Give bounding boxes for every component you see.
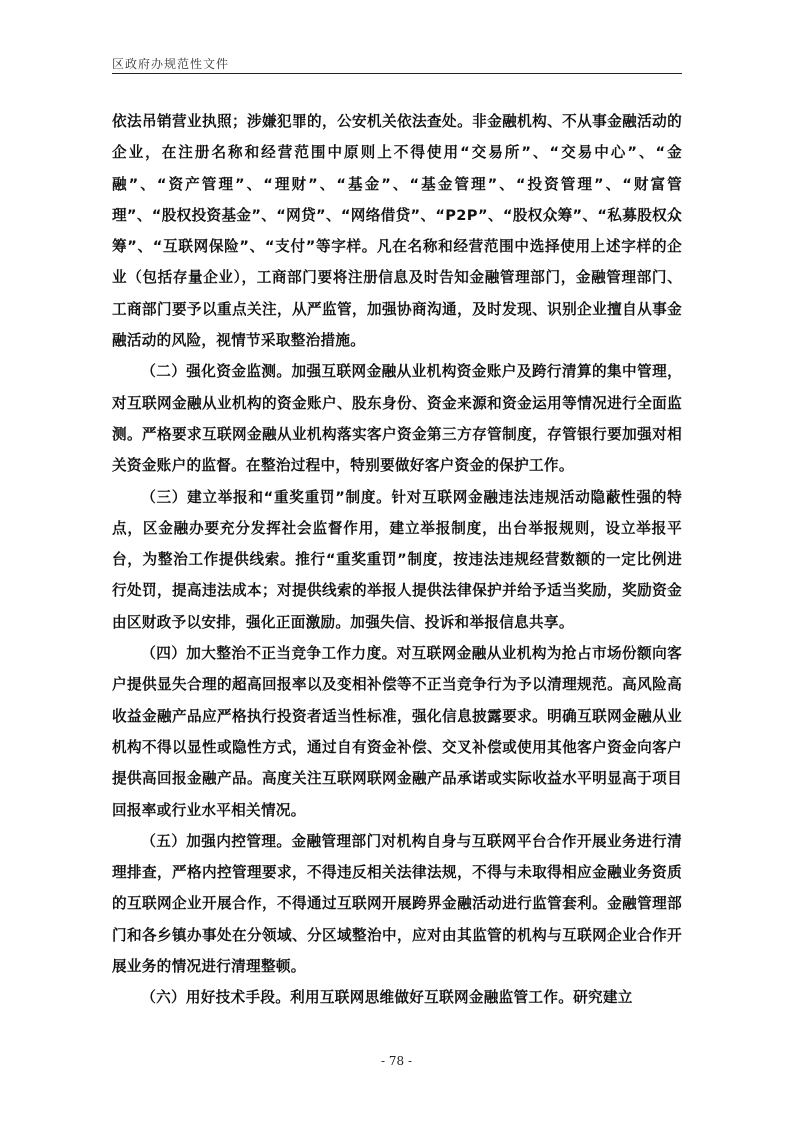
paragraph-fund-monitoring: （二）强化资金监测。加强互联网金融从业机构资金账户及跨行清算的集中管理，对互联网金融从业机构的资金账户、股东身份、资金来源和资金运用等情况进行全面监测。严格要求互联网金融从业机构落实客户资金第三方存管制度，存管银行要加强对相关资金账户的监督。在整治过程中，特别要做好客户资金的保护工作。 — [112, 363, 682, 475]
document-body — [112, 106, 682, 1026]
paragraph-internal-control: （五）加强内控管理。金融管理部门对机构自身与互联网平台合作开展业务进行清理排查，严格内控管理要求，不得违反相关法律法规，不得与未取得相应金融业务资质的互联网企业开展合作，不得通过互联网开展跨界金融活动进行监管套利。金融管理部门和各乡镇办事处在分领域、分区域整治中，应对由其监管的机构与互联网企业合作开展业务的情况进行清理整顿。 — [112, 832, 682, 976]
paragraph-reporting-system: （三）建立举报和“重奖重罚”制度。针对互联网金融违法违规活动隐蔽性强的特点，区金融办要充分发挥社会监督作用，建立举报制度，出台举报规则，设立举报平台，为整治工作提供线索。推行“重奖重罚”制度，按违法违规经营数额的一定比例进行处罚，提高违法成本；对提供线索的举报人提供法律保护并给予适当奖励，奖励资金由区财政予以安排，强化正面激励。加强失信、投诉和举报信息共享。 — [112, 488, 682, 631]
paragraph-technical-means: （六）用好技术手段。利用互联网思维做好互联网金融监管工作。研究建立 — [141, 989, 633, 1007]
header-title: 区政府办规范性文件 — [112, 57, 230, 71]
paragraph-continuation: 依法吊销营业执照；涉嫌犯罪的，公安机关依法查处。非金融机构、不从事金融活动的企业，在注册名称和经营范围中原则上不得使用“交易所”、“交易中心”、“金融”、“资产管理”、“理财”、“基金”、“基金管理”、“投资管理”、“财富管理”、“股权投资基金”、“网贷”、“网络借贷”、“P2P”、“股权众筹”、“私募股权众筹”、“互联网保险”、“支付”等字样。凡在名称和经营范围中选择使用上述字样的企业（包括存量企业），工商部门要将注册信息及时告知金融管理部门，金融管理部门、工商部门要予以重点关注，从严监管，加强协商沟通，及时发现、识别企业擅自从事金融活动的风险，视情节采取整治措施。 — [112, 113, 682, 350]
paragraph-unfair-competition: （四）加大整治不正当竞争工作力度。对互联网金融从业机构为抢占市场份额向客户提供显失合理的超高回报率以及变相补偿等不正当竞争行为予以清理规范。高风险高收益金融产品应严格执行投资者适当性标准，强化信息披露要求。明确互联网金融从业机构不得以显性或隐性方式，通过自有资金补偿、交叉补偿或使用其他客户资金向客户提供高回报金融产品。高度关注互联网联网金融产品承诺或实际收益水平明显高于项目回报率或行业水平相关情况。 — [112, 645, 682, 819]
page-header — [112, 53, 682, 74]
page-number: - 78 - — [380, 1054, 412, 1068]
